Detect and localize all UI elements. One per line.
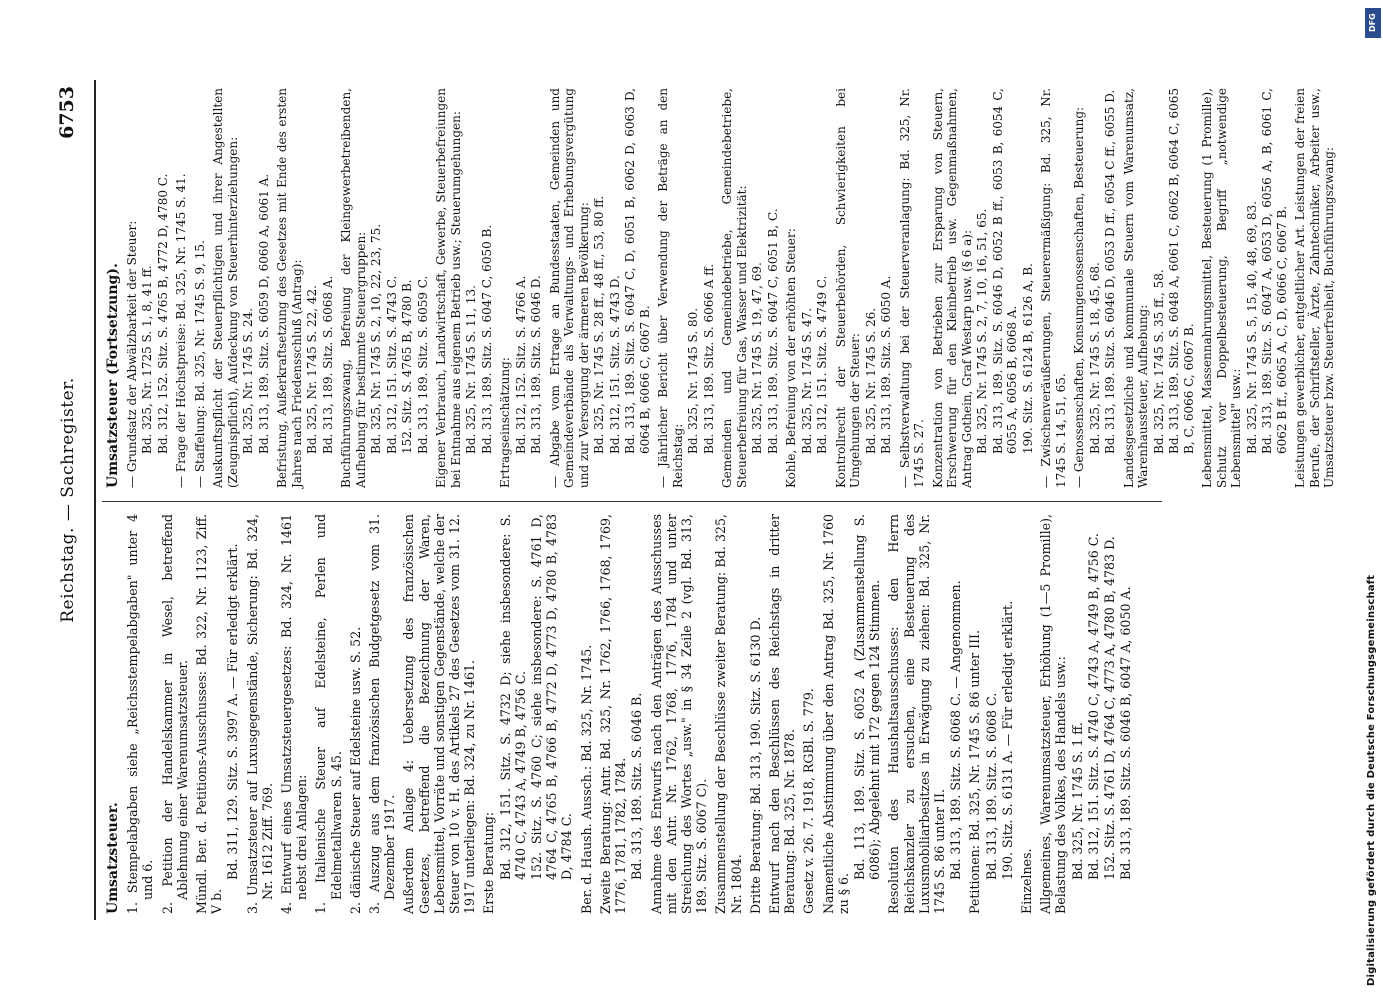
right-column-entry: Bd. 313, 189. Sitz. S. 6046 D, 6052 B ff., 6053 B, 6054 C, 6055 A, 6056 B, 6068 A.: [990, 88, 1019, 454]
running-head-title: Reichstag. — Sachregister.: [58, 377, 78, 623]
digitization-note: [1366, 14, 1380, 986]
left-column-entry: Bd. 113, 189. Sitz. S. 6052 A (Zusammenstellung S. 6086); Abgelehnt mit 172 gegen 124 Stimmen.: [851, 514, 883, 880]
right-column-entry: Bd. 325, Nr. 1745 S. 26.: [863, 307, 878, 454]
left-column-entry: Mündl. Ber. d. Petitions-Ausschusses: Bd. 322, Nr. 1123, Ziff. V b.: [194, 514, 225, 914]
right-column-entry: Bd. 312, 151. Sitz. S. 4749 C.: [815, 275, 829, 454]
right-column-entry: Bd. 325, Nr. 1745 S. 80.: [686, 307, 700, 454]
left-column-entry: Ber. d. Haush. Aussch.: Bd. 325, Nr. 1745.: [578, 644, 594, 914]
right-column-entry: Eigener Verbrauch, Landwirtschaft, Gewerbe, Steuerbefreiungen bei Entnahme aus eigenem Betrieb usw.; Steuerumgehungen:: [434, 88, 463, 488]
left-column-entry: 3. Umsatzsteuer auf Luxusgegenstände, Sicherung: Bd. 324, Nr. 1612 Ziff. 769.: [244, 514, 275, 914]
left-column-entry: Gesetz v. 26. 7. 1918, RGBl. S. 779.: [801, 688, 817, 914]
right-column-entry: — Staffelung: Bd. 325, Nr. 1745 S. 9, 15.: [192, 240, 207, 488]
right-column-entry: Bd. 312, 151. Sitz. S. 4743 C.: [384, 275, 399, 454]
right-column-entry: Buchführungszwang, Befreiung der Kleingewerbetreibenden, Aufhebung für bestimmte Steuergruppen:: [339, 88, 368, 488]
right-column-entry: Bd. 313, 189. Sitz. S. 6046 D.: [529, 275, 543, 454]
right-column-entry: 152. Sitz. S. 4765 B, 4780 B.: [400, 279, 414, 454]
left-column: [106, 514, 1134, 914]
left-column-entry: Entwurf nach den Beschlüssen des Reichstags in dritter Beratung: Bd. 325, Nr. 1878.: [766, 514, 798, 914]
left-column-entry: Zusammenstellung der Beschlüsse zweiter Beratung: Bd. 325, Nr. 1804.: [713, 514, 744, 914]
right-column-entry: Landesgesetzliche und kommunale Steuern vom Warenumsatz, Warenhaussteuer, Aufhebung:: [1121, 88, 1150, 488]
right-column-entry: Bd. 325, Nr. 1745 S. 2, 7, 10, 16, 51, 65.: [975, 208, 989, 454]
left-column-entry: 2. dänische Steuer auf Edelsteine usw. S. 52.: [347, 626, 363, 914]
left-column-entry: Bd. 313, 189. Sitz. S. 6046 B, 6047 A, 6050 A.: [1118, 586, 1134, 880]
right-column-entry: Bd. 313, 189. Sitz. S. 6050 A.: [879, 275, 893, 454]
dfg-logo: DFG: [1365, 8, 1381, 38]
right-column-entry: Bd. 325, Nr. 1745 S. 24.: [241, 307, 255, 454]
left-column-entry: Bd. 312, 151. Sitz. S. 4732 D; siehe insbesondere: S. 4740 C, 4743 A, 4749 B, 4756 C.: [497, 514, 528, 880]
left-column-entry: 152. Sitz. S. 4761 D, 4764 C, 4773 A, 4780 B, 4783 D.: [1101, 536, 1117, 880]
right-column-entry: Bd. 325, Nr. 1745 S. 35 ff., 58.: [1151, 269, 1166, 454]
right-column-entry: Bd. 313, 189. Sitz. S. 6048 A, 6061 C, 6062 B, 6064 C, 6065 B, C, 6066 C, 6067 B.: [1167, 88, 1196, 454]
left-column-entry: Bd. 325, Nr. 1745 S. 1 ff.: [1069, 722, 1085, 880]
right-column-entry: Bd. 313, 189. Sitz. S. 6047 C, D, 6051 B, 6062 D, 6063 D, 6064 B, 6066 C, 6067 B.: [623, 88, 652, 454]
right-column-entry: Konzentration von Betrieben zur Ersparung von Steuern, Erschwerung für den Kleinbetrieb usw. Gegenmaßnahmen, Antrag Gothein, Graf Westarp usw. (§ 6 a):: [930, 88, 974, 488]
left-column-entry: Bd. 313, 189. Sitz. S. 6068 C.: [983, 692, 999, 880]
right-column-heading: Umsatzsteuer (Fortsetzung).: [105, 263, 121, 488]
right-column-entry: — Grundsatz der Abwälzbarkeit der Steuer:: [124, 220, 139, 488]
right-column-entry: Bd. 325, Nr. 1745 S. 19, 47, 69.: [750, 262, 764, 454]
left-column-entry: Erste Beratung:: [481, 811, 497, 914]
right-column-entry: Ertragseinschätzung:: [498, 357, 512, 488]
right-column-entry: — Abgabe vom Ertrage an Bundesstaaten, Gemeinden und Gemeindeverbände als Verwaltungs- und Erhebungsvergütung und zur Versorgung der ärmeren Bevölkerung:: [547, 88, 591, 488]
right-column-entry: Bd. 313, 189. Sitz. S. 6047 C, 6050 B.: [479, 224, 494, 454]
left-column-entry: Resolution des Haushaltsausschusses: den Herrn Reichskanzler zu ersuchen, eine Besteuerung des Luxusmobiliarbesitzes in Erwägung zu ziehen: Bd. 325, Nr. 1745 S. 86 unter II.: [886, 514, 947, 914]
right-column-entry: Bd. 325, Nr. 1745 S. 28 ff., 48 ff., 53, 80 ff.: [592, 195, 606, 454]
left-column-entry: Allgemeines, Warenumsatzsteuer, Erhöhung (1—5 Promille), Belastung des Volkes, des Handels usw.:: [1038, 514, 1069, 914]
right-column-entry: — Zwischenveräußerungen, Steuerermäßigung: Bd. 325, Nr. 1745 S. 14, 51, 65.: [1039, 88, 1068, 488]
right-column-entry: — Genossenschaften, Konsumgenossenschaften, Besteuerung:: [1072, 106, 1086, 488]
right-column-entry: Befristung, Außerkraftsetzung des Gesetzes mit Ende des ersten Jahres nach Friedensschluß (Antrag):: [275, 88, 304, 488]
rotated-page-content: [50, 80, 1350, 920]
right-column-entry: Kontrollrecht der Steuerbehörden, Schwierigkeiten bei Umgehungen der Steuer:: [833, 88, 862, 488]
left-column-entry: 1. Stempelabgaben siehe „Reichsstempelabgaben" unter 4 und 6.: [125, 514, 156, 914]
right-column-entry: Bd. 313, 189. Sitz. S. 6068 A.: [320, 275, 335, 454]
left-column-entry: 190. Sitz. S. 6131 A. — Für erledigt erklärt.: [999, 600, 1015, 880]
right-column-entry: Bd. 313, 189. Sitz. S. 6047 C, 6051 B, C.: [765, 208, 780, 454]
left-column-entry: Einzelnes.: [1018, 848, 1034, 914]
left-column-entry: 1. Italienische Steuer auf Edelsteine, Perlen und Edelmetallwaren S. 45.: [313, 514, 344, 914]
right-column-entry: — Frage der Höchstpreise: Bd. 325, Nr. 1745 S. 41.: [174, 173, 188, 488]
right-column-entry: Leistungen gewerblicher, entgeltlicher Art. Leistungen der freien Berufe, der Schriftsteller, Ärzte, Zahntechniker, Arbeiter usw., Umsatzsteuer bzw. Steuerfreiheit, Buchführungszwang:: [1293, 88, 1336, 488]
left-column-entry: 2. Petition der Handelskammer in Wesel, betreffend Ablehnung einer Warenumsatzsteuer.: [159, 514, 190, 914]
left-column-entry: 152. Sitz. S. 4760 C; siehe insbesondere: S. 4761 D, 4764 C, 4765 B, 4766 B, 4772 D, 4773 D, 4780 B, 4783 D, 4784 C.: [529, 514, 575, 880]
left-column-entry: Dritte Beratung: Bd. 313, 190. Sitz. S. 6130 D.: [747, 616, 763, 914]
right-column-entry: Bd. 325, Nr. 1745 S. 11, 13.: [464, 285, 478, 454]
page-number: 6753: [56, 86, 78, 139]
right-column-entry: Bd. 325, Nr. 1745 S. 22, 42.: [305, 285, 319, 454]
digitization-note-text: Digitalisierung gefördert durch die Deutsche Forschungsgemeinschaft: [1366, 574, 1377, 986]
left-column-entry: Zweite Beratung: Antr. Bd. 325, Nr. 1762, 1766, 1768, 1769, 1776, 1781, 1782, 1784.: [597, 514, 629, 914]
right-column-entry: Bd. 313, 189. Sitz. S. 6059 D, 6060 A, 6061 A.: [256, 173, 271, 454]
left-column-entry: 3. Auszug aus dem französischen Budgetgesetz vom 31. Dezember 1917.: [367, 514, 398, 914]
right-column-entry: Bd. 312, 152. Sitz. S. 4765 B, 4772 D, 4780 C.: [155, 173, 170, 454]
right-column-entry: Bd. 325, Nr. 1745 S. 2, 10, 22, 23, 75.: [369, 223, 383, 454]
left-column-entry: Annahme des Entwurfs nach den Anträgen des Ausschusses mit den Antr. Nr. 1762, 1768, 1776, 1784 und unter Streichung des Wortes „usw." in § 34 Zeile 2 (vgl. Bd. 313, 189. Sitz. S. 6067 C).: [648, 514, 710, 914]
right-column-entry: Bd. 325, Nr. 1745 S. 18, 45, 68.: [1087, 262, 1102, 454]
left-column-heading: Umsatzsteuer.: [105, 802, 121, 914]
right-column-entry: Bd. 313, 189. Sitz. S. 6047 A, 6053 D, 6056 A, B, 6061 C, 6062 B ff., 6065 A, C, D, 6066 C, 6067 B.: [1260, 88, 1289, 454]
right-column-entry: Bd. 312, 152. Sitz. S. 4766 A.: [513, 275, 528, 454]
left-column-entry: Bd. 313, 189. Sitz. S. 6046 B.: [629, 692, 645, 880]
left-column-entry: Namentliche Abstimmung über den Antrag Bd. 325, Nr. 1760 zu § 6.: [820, 514, 851, 914]
header-rule: [94, 80, 96, 920]
left-column-entry: Petitionen: Bd. 325, Nr. 1745 S. 86 unter III.: [967, 629, 983, 914]
right-column-entry: Bd. 313, 189. Sitz. S. 6046 D, 6053 D ff., 6054 C ff., 6055 D.: [1103, 89, 1117, 454]
right-column-entry: Bd. 313, 189. Sitz. S. 6066 A ff.: [701, 263, 716, 454]
left-column-entry: Bd. 313, 189. Sitz. S. 6068 C. — Angenommen.: [948, 580, 964, 880]
right-column-entry: Bd. 325, Nr. 1725 S. 1, 8, 41 ff.: [140, 265, 154, 454]
digitization-sidebar: [1362, 14, 1382, 986]
left-column-entry: Außerdem Anlage 4: Uebersetzung des französischen Gesetzes, betreffend die Bezeichnung der Waren, Lebensmittel, Vorräte und sonstigen Gegenstände, welche der Steuer von 10 v. H. des Artikels 27 des Gesetzes vom 31. 12. 1917 unterliegen: Bd. 324, zu Nr. 1461.: [401, 514, 478, 914]
right-column-entry: Bd. 312, 151. Sitz. S. 4743 D.: [607, 275, 622, 454]
left-column-entry: 4. Entwurf eines Umsatzsteuergesetzes: Bd. 324, Nr. 1461 nebst drei Anlagen:: [279, 514, 310, 914]
right-column-entry: 190. Sitz. S. 6124 B, 6126 A, B.: [1020, 263, 1035, 454]
column-divider: [102, 501, 1162, 502]
right-column-entry: Bd. 325, Nr. 1745 S. 47.: [799, 307, 814, 454]
running-head: [50, 80, 94, 920]
left-column-entry: Bd. 311, 129. Sitz. S. 3997 A. — Für erledigt erklärt.: [225, 543, 241, 880]
right-column-entry: Kohle, Befreiung von der erhöhten Steuer:: [784, 228, 798, 488]
left-column-entry: Bd. 312, 151. Sitz. S. 4740 C, 4743 A, 4749 B, 4756 C.: [1085, 533, 1101, 880]
right-column-entry: Gemeinden und Gemeindebetriebe, Gemeindebetriebe, Steuerbefreiung für Gas, Wasser und Elektrizität:: [720, 88, 749, 488]
right-column: [106, 88, 1338, 488]
right-column-entry: Lebensmittel, Massennahrungsmittel, Besteuerung (1 Promille), Schutz vor Doppelbesteuerung, Begriff „notwendige Lebensmittel" usw.:: [1200, 88, 1243, 488]
right-column-entry: Bd. 325, Nr. 1745 S. 5, 15, 40, 48, 69, 83.: [1244, 201, 1259, 454]
right-column-entry: — Jährlicher Bericht über Verwendung der Beträge an den Reichstag:: [656, 88, 685, 488]
right-column-entry: — Selbstverwaltung bei der Steuerveranlagung: Bd. 325, Nr. 1745 S. 27.: [897, 88, 926, 488]
right-column-entry: Bd. 313, 189. Sitz. S. 6059 C.: [415, 275, 430, 454]
right-column-entry: Auskunftspflicht der Steuerpflichtigen und ihrer Angestellten (Zeugnispflicht), Aufdeckung von Steuerhinterziehungen:: [211, 88, 240, 488]
